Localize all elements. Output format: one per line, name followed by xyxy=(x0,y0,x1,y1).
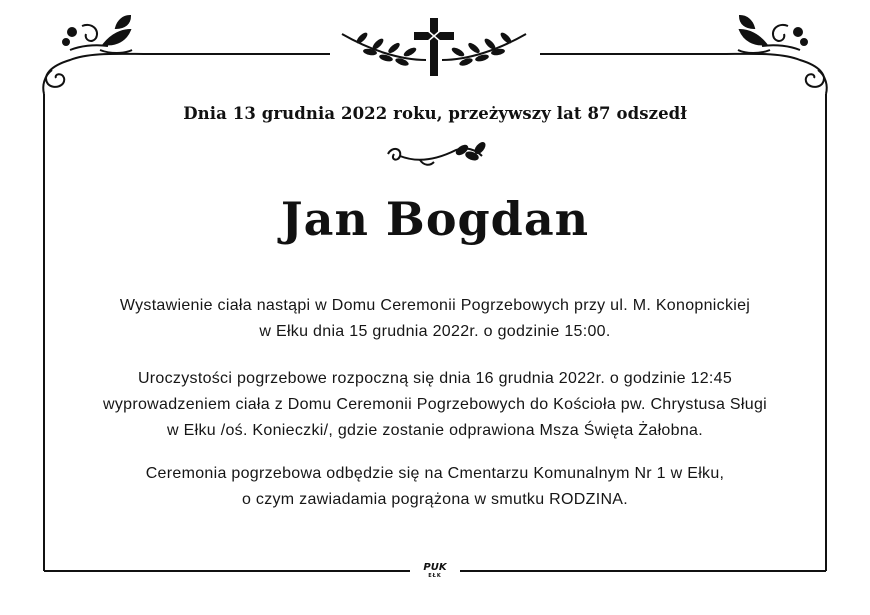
paragraph-line: Wystawienie ciała nastąpi w Domu Ceremonii Pogrzebowych przy ul. M. Konopnickiej xyxy=(119,297,751,314)
funeral-mass-paragraph xyxy=(44,366,826,444)
paragraph-line: w Ełku dnia 15 grudnia 2022r. o godzinie 15:00. xyxy=(259,323,611,340)
cross-with-laurel-icon xyxy=(342,18,526,76)
paragraph-line: w Ełku /oś. Konieczki/, gdzie zostanie odprawiona Msza Święta Żałobna. xyxy=(167,422,703,439)
vine-divider-icon xyxy=(388,141,486,164)
death-announcement-intro: Dnia 13 grudnia 2022 roku, przeżywszy lat 87 odszedł xyxy=(183,104,687,123)
logo-main: PUK xyxy=(423,562,447,573)
floral-flourish-icon xyxy=(720,16,827,94)
paragraph-line: Ceremonia pogrzebowa odbędzie się na Cmentarzu Komunalnym Nr 1 w Ełku, xyxy=(145,465,725,482)
floral-flourish-icon xyxy=(43,16,150,94)
paragraph-line: o czym zawiadamia pogrążona w smutku RODZINA. xyxy=(241,491,629,508)
logo-sub: EŁK xyxy=(428,573,442,579)
burial-paragraph xyxy=(44,461,826,513)
puk-logo xyxy=(418,563,452,579)
viewing-paragraph xyxy=(44,293,826,345)
paragraph-line: Uroczystości pogrzebowe rozpoczną się dnia 16 grudnia 2022r. o godzinie 12:45 xyxy=(137,370,733,387)
paragraph-line: wyprowadzeniem ciała z Domu Ceremonii Pogrzebowych do Kościoła pw. Chrystusa Sługi xyxy=(103,396,767,413)
deceased-name: Jan Bogdan xyxy=(280,192,590,246)
